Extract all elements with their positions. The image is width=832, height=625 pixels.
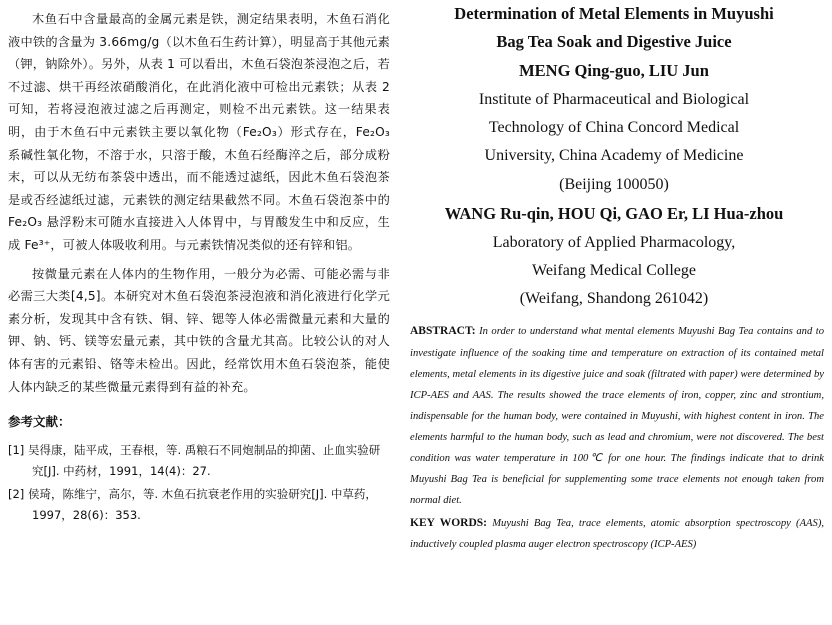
paper-title-line-1: Determination of Metal Elements in Muyushi (454, 4, 774, 23)
affiliation-2-line-2: Weifang Medical College (532, 262, 696, 280)
chinese-text-column (8, 8, 390, 620)
abstract-label: ABSTRACT: (410, 325, 476, 338)
keywords-text: Muyushi Bag Tea, trace elements, atomic absorption spectroscopy (AAS), inductively coupled plasma auger electron spectroscopy (ICP-AES) (410, 518, 824, 551)
affiliation-1-line-3: University, China Academy of Medicine (484, 147, 744, 165)
reference-item-2: [2] 侯琦，陈维宁，高尔，等. 木鱼石抗衰老作用的实验研究[J]. 中草药，1997，28(6)：353. (8, 487, 377, 523)
body-paragraph-2: 按微量元素在人体内的生物作用，一般分为必需、可能必需与非必需三大类[4,5]。本研究对木鱼石袋泡茶浸泡液和消化液进行化学元素分析，发现其中含有铁、铜、锌、锶等人体必需微量元素和大量的钾、钠、钙、镁等宏量元素，其中铁的含量尤其高。比较公认的对人体有害的元素铅、铬等未检出。因此，经常饮用木鱼石袋泡茶，能使人体内缺乏的某些微量元素得到有益的补充。 (8, 266, 390, 394)
reference-item-1: [1] 吴得康，陆平成，王春根，等. 禹粮石不同炮制品的抑菌、止血实验研究[J]. 中药材，1991，14(4)：27. (8, 443, 381, 479)
english-abstract-column (404, 0, 824, 625)
keywords (410, 513, 824, 555)
body-paragraph-1: 木鱼石中含量最高的金属元素是铁，测定结果表明，木鱼石消化液中铁的含量为 3.66mg/g（以木鱼石生药计算），明显高于其他元素（钾，钠除外）。另外，从表 1 可以看出，木鱼石袋泡茶浸泡之后，若不过滤、烘干再经浓硝酸消化，在此消化液中可检出元素铁；从表 2 可知，若将浸泡液过滤之后再测定，则检不出元素铁。这一结果表明，由于木鱼石中元素铁主要以氧化物（Fe₂O₃）形式存在，Fe₂O₃ 系碱性氧化物，不溶于水，只溶于酸，木鱼石经酶淬之后，部分成粉末，可以从无纺布茶袋中透出，而不能透过滤纸，因此木鱼石袋泡茶是或否经滤纸过滤，元素铁的测定结果截然不同。木鱼石袋泡茶中的 Fe₂O₃ 悬浮粉末可随水直接进入人体胃中，与胃酸发生中和反应，生成 Fe³⁺，可被人体吸收利用。与元素铁情况类似的还有锌和铝。 (8, 12, 390, 252)
abstract-text: In order to understand what mental elements Muyushi Bag Tea contains and to investigate influence of the soaking time and temperature on extraction of its contained metal elements, metal elements in its digestive juice and soak (filtrated with paper) were determined by ICP-AES and AAS. The results showed the trace elements of iron, copper, zinc and strontium, indispensable for the human body, were contained in Muyushi, with highest content in iron. The elements harmful to the human body, such as lead and chromium, were not discovered. The best condition was water temperature in 100℃ for one hour. The findings indicate that to drink Muyushi Bag Tea is beneficial for supplementing some trace elements not enough taken from normal diet. (410, 326, 824, 507)
affiliation-1-line-2: Technology of China Concord Medical (488, 119, 740, 137)
references-heading: 参考文献： (8, 414, 71, 430)
author-group-1: MENG Qing-guo, LIU Jun (519, 61, 709, 80)
keywords-label: KEY WORDS: (410, 517, 487, 530)
affiliation-1-line-4: (Beijing 100050) (559, 175, 669, 193)
abstract (410, 321, 824, 511)
paper-title-line-2: Bag Tea Soak and Digestive Juice (496, 32, 732, 51)
affiliation-2-line-3: (Weifang, Shandong 261042) (519, 290, 709, 308)
affiliation-1-line-1: Institute of Pharmaceutical and Biological (478, 91, 750, 108)
author-group-2: WANG Ru-qin, HOU Qi, GAO Er, LI Hua-zhou (444, 203, 784, 223)
affiliation-2-line-1: Laboratory of Applied Pharmacology, (492, 233, 736, 251)
